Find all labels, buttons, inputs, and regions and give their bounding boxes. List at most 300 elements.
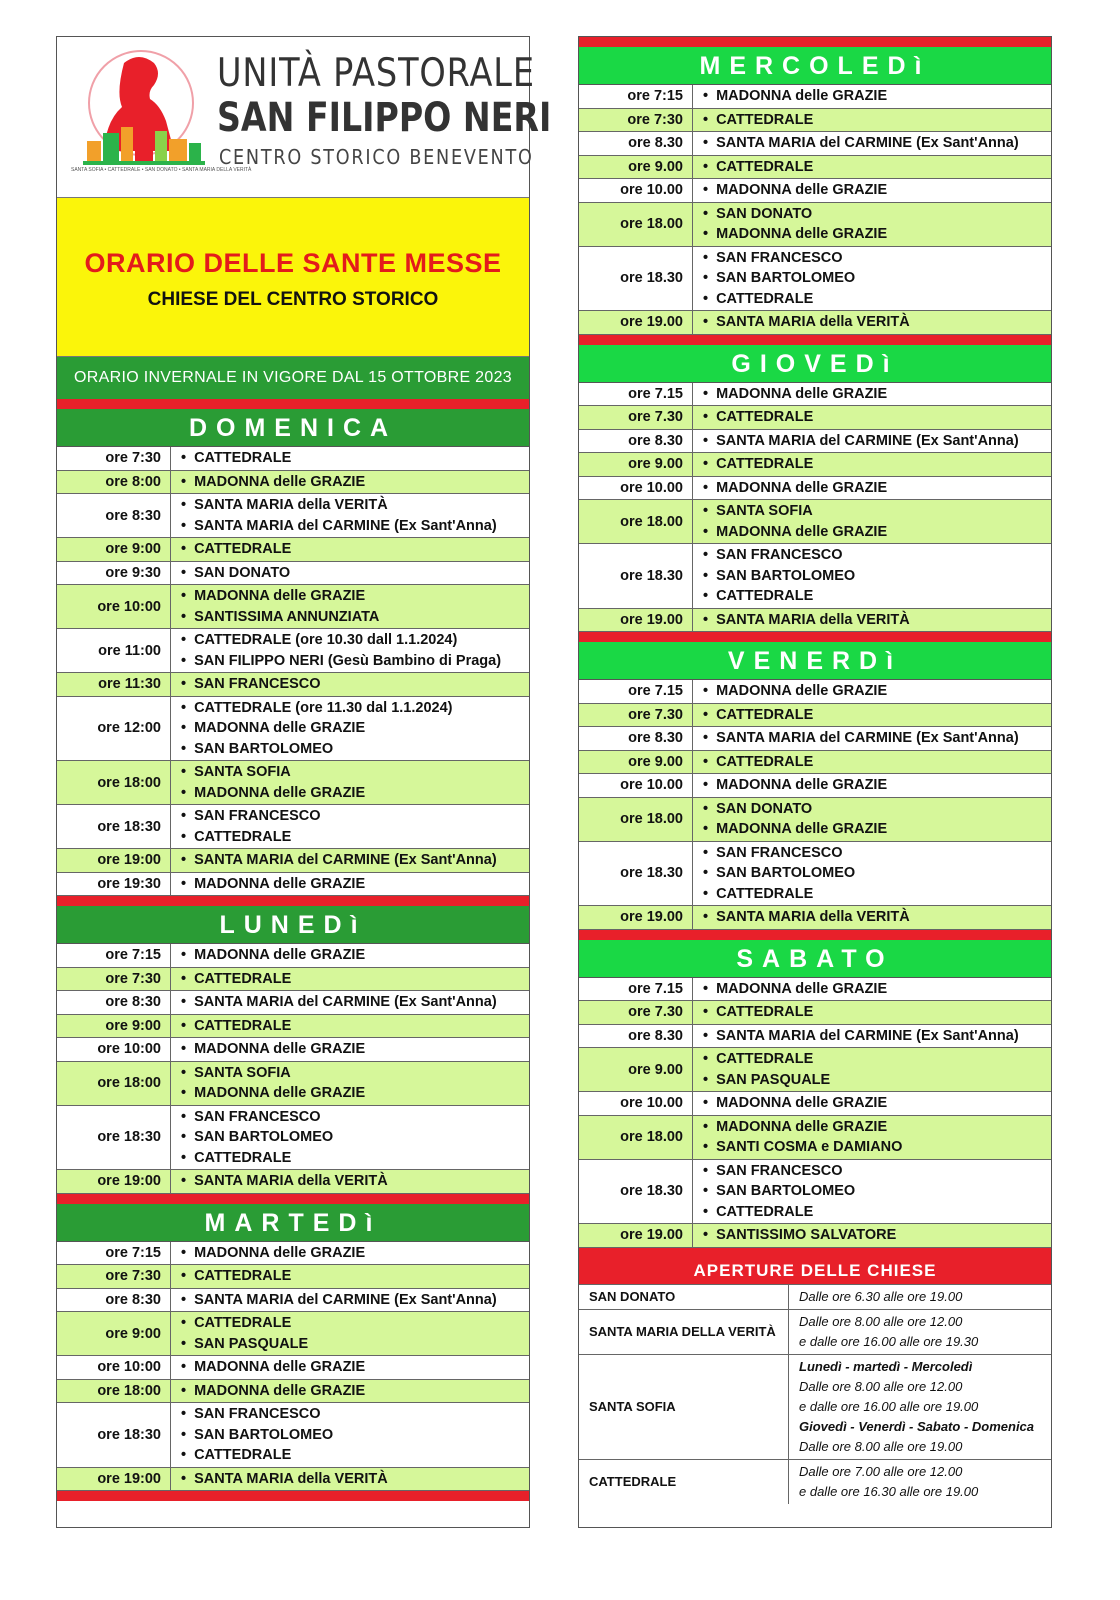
church-list [693, 1048, 1051, 1091]
aperture-hours-line: Lunedì - martedì - Mercoledì [799, 1358, 973, 1374]
church-list [171, 494, 529, 537]
aperture-church: SANTA SOFIA [579, 1355, 789, 1459]
schedule-row [579, 247, 1051, 312]
schedule-row [57, 873, 529, 897]
church-name: • CATTEDRALE [703, 454, 1051, 475]
aperture-row [579, 1354, 1051, 1459]
aperture-church: CATTEDRALE [579, 1460, 789, 1504]
church-list [171, 629, 529, 672]
church-name: • MADONNA delle GRAZIE [703, 224, 1051, 245]
church-list [693, 978, 1051, 1001]
logo-title-line-1: UNITÀ PASTORALE [217, 51, 535, 96]
mass-time: ore 9:00 [57, 538, 171, 561]
church-name: • SAN FRANCESCO [703, 248, 1051, 269]
schedule-row [57, 1380, 529, 1404]
church-name: • CATTEDRALE [181, 539, 529, 560]
church-list [693, 1092, 1051, 1115]
church-list [171, 1242, 529, 1265]
aperture-hours-line: Dalle ore 8.00 alle ore 12.00 [799, 1313, 963, 1329]
aperture-row [579, 1459, 1051, 1504]
church-name: • CATTEDRALE [703, 1202, 1051, 1223]
church-list [171, 1038, 529, 1061]
church-name: • MADONNA delle GRAZIE [181, 1357, 529, 1378]
church-name: • SAN FRANCESCO [181, 1404, 529, 1425]
church-name: • SAN FRANCESCO [181, 806, 529, 827]
church-name: • MADONNA delle GRAZIE [703, 522, 1051, 543]
church-name: • MADONNA delle GRAZIE [703, 1117, 1051, 1138]
mass-time: ore 11:00 [57, 629, 171, 672]
schedule-row [57, 629, 529, 673]
church-name: • CATTEDRALE (ore 11.30 dal 1.1.2024) [181, 698, 529, 719]
schedule-row [57, 585, 529, 629]
schedule-row [57, 968, 529, 992]
schedule-row [57, 494, 529, 538]
church-list [171, 447, 529, 470]
church-name: • SAN FRANCESCO [181, 1107, 529, 1128]
mass-time: ore 18.30 [579, 544, 693, 608]
day-divider-bar [57, 896, 529, 906]
mass-time: ore 7:15 [579, 85, 693, 108]
church-name: • CATTEDRALE [703, 705, 1051, 726]
mass-time: ore 7:15 [57, 1242, 171, 1265]
schedule-row [579, 1048, 1051, 1092]
church-name: • CATTEDRALE [703, 110, 1051, 131]
church-list [171, 1106, 529, 1170]
church-name: • CATTEDRALE [703, 1002, 1051, 1023]
aperture-hours [789, 1460, 1051, 1504]
mass-time: ore 10.00 [579, 1092, 693, 1115]
day-divider-bar [579, 632, 1051, 642]
schedule-row [579, 906, 1051, 930]
church-list [693, 1025, 1051, 1048]
schedule-row [579, 1160, 1051, 1225]
church-name: • SAN BARTOLOMEO [181, 1127, 529, 1148]
mass-time: ore 10.00 [579, 774, 693, 797]
schedule-row [57, 1356, 529, 1380]
schedule-row [57, 849, 529, 873]
mass-time: ore 18.30 [579, 842, 693, 906]
church-name: • SAN FILIPPO NERI (Gesù Bambino di Praga) [181, 651, 529, 672]
church-name: • SANTA MARIA del CARMINE (Ex Sant'Anna) [181, 1290, 529, 1311]
schedule-row [579, 477, 1051, 501]
church-list [171, 585, 529, 628]
aperture-hours [789, 1355, 1051, 1459]
church-name: • SANTA SOFIA [181, 762, 529, 783]
mass-time: ore 18.00 [579, 1116, 693, 1159]
church-list [693, 1116, 1051, 1159]
church-list [171, 968, 529, 991]
church-name: • SAN BARTOLOMEO [703, 863, 1051, 884]
aperture-hours-line: e dalle ore 16.00 alle ore 19.00 [799, 1398, 979, 1414]
schedule-row [579, 727, 1051, 751]
mass-time: ore 19.00 [579, 906, 693, 929]
church-name: • CATTEDRALE [181, 969, 529, 990]
mass-time: ore 9.00 [579, 453, 693, 476]
mass-time: ore 7:30 [57, 447, 171, 470]
church-list [171, 944, 529, 967]
left-column [56, 36, 552, 1528]
church-name: • MADONNA delle GRAZIE [703, 1093, 1051, 1114]
church-name: • CATTEDRALE [181, 1313, 529, 1334]
mass-time: ore 18:00 [57, 761, 171, 804]
mass-time: ore 8:30 [57, 1289, 171, 1312]
church-list [693, 751, 1051, 774]
mass-time: ore 8.30 [579, 727, 693, 750]
mass-time: ore 19:00 [57, 1170, 171, 1193]
church-name: • CATTEDRALE [703, 1049, 1051, 1070]
church-list [693, 906, 1051, 929]
day-divider-bar [57, 399, 529, 409]
mass-time: ore 7.15 [579, 978, 693, 1001]
church-list [171, 562, 529, 585]
church-list [693, 727, 1051, 750]
aperture-hours-line: e dalle ore 16.30 alle ore 19.00 [799, 1483, 979, 1499]
mass-time: ore 8.30 [579, 1025, 693, 1048]
schedule-row [579, 1224, 1051, 1248]
schedule-row [57, 991, 529, 1015]
church-list [693, 203, 1051, 246]
church-name: • MADONNA delle GRAZIE [703, 384, 1051, 405]
church-name: • SAN PASQUALE [181, 1334, 529, 1355]
schedule-row [579, 751, 1051, 775]
mass-time: ore 18:30 [57, 805, 171, 848]
mass-time: ore 18.00 [579, 203, 693, 246]
church-list [171, 1015, 529, 1038]
aperture-table [579, 1284, 1051, 1504]
church-name: • SANTA MARIA della VERITÀ [181, 1469, 529, 1490]
schedule-row [57, 1242, 529, 1266]
church-list [171, 1403, 529, 1467]
day-header: MERCOLEDì [579, 47, 1051, 85]
aperture-hours-line: e dalle ore 16.00 alle ore 19.30 [799, 1333, 979, 1349]
schedule-row [57, 1038, 529, 1062]
divider-bar [579, 1248, 1051, 1258]
mass-time: ore 9.00 [579, 156, 693, 179]
church-list [171, 1468, 529, 1491]
church-name: • SANTISSIMA ANNUNZIATA [181, 607, 529, 628]
schedule-row [57, 761, 529, 805]
church-list [693, 680, 1051, 703]
mass-time: ore 19:00 [57, 849, 171, 872]
church-list [171, 1380, 529, 1403]
church-list [693, 132, 1051, 155]
church-list [693, 1224, 1051, 1247]
schedule-row [579, 842, 1051, 907]
schedule-row [579, 798, 1051, 842]
church-list [171, 1356, 529, 1379]
mass-time: ore 7:30 [57, 968, 171, 991]
church-name: • MADONNA delle GRAZIE [181, 874, 529, 895]
schedule-row [579, 406, 1051, 430]
church-name: • SANTA MARIA del CARMINE (Ex Sant'Anna) [703, 431, 1051, 452]
mass-time: ore 9.00 [579, 1048, 693, 1091]
mass-time: ore 8.30 [579, 430, 693, 453]
church-name: • MADONNA delle GRAZIE [703, 819, 1051, 840]
church-list [693, 85, 1051, 108]
church-list [171, 849, 529, 872]
schedule-row [579, 704, 1051, 728]
schedule-row [57, 1265, 529, 1289]
church-name: • SANTISSIMO SALVATORE [703, 1225, 1051, 1246]
church-name: • MADONNA delle GRAZIE [181, 783, 529, 804]
mass-time: ore 18:30 [57, 1106, 171, 1170]
day-divider-bar [579, 37, 1051, 47]
schedule-row [579, 500, 1051, 544]
mass-time: ore 19:00 [57, 1468, 171, 1491]
church-list [693, 430, 1051, 453]
church-list [693, 156, 1051, 179]
church-name: • MADONNA delle GRAZIE [181, 1381, 529, 1402]
logo-header [57, 37, 552, 198]
church-list [693, 179, 1051, 202]
church-name: • SAN DONATO [703, 799, 1051, 820]
schedule-row [57, 1289, 529, 1313]
schedule-row [57, 1015, 529, 1039]
schedule-row [579, 680, 1051, 704]
aperture-hours-line: Giovedì - Venerdì - Sabato - Domenica [799, 1418, 1035, 1434]
church-name: • MADONNA delle GRAZIE [703, 478, 1051, 499]
schedule-row [579, 1001, 1051, 1025]
schedule-row [579, 453, 1051, 477]
mass-time: ore 7:30 [579, 109, 693, 132]
mass-time: ore 18.30 [579, 247, 693, 311]
mass-time: ore 8:30 [57, 494, 171, 537]
aperture-church: SANTA MARIA DELLA VERITÀ [579, 1310, 789, 1354]
church-name: • SAN DONATO [703, 204, 1051, 225]
church-list [693, 311, 1051, 334]
schedule-row [579, 179, 1051, 203]
title-panel [57, 198, 529, 357]
schedule-row [579, 774, 1051, 798]
day-divider-bar [579, 930, 1051, 940]
church-name: • SANTA SOFIA [181, 1063, 529, 1084]
church-name: • CATTEDRALE [181, 1016, 529, 1037]
church-name: • SAN FRANCESCO [703, 843, 1051, 864]
mass-time: ore 18:00 [57, 1380, 171, 1403]
mass-time: ore 8:30 [57, 991, 171, 1014]
church-list [693, 383, 1051, 406]
church-name: • SANTA MARIA della VERITÀ [181, 1171, 529, 1192]
schedule-row [579, 132, 1051, 156]
church-name: • SAN BARTOLOMEO [703, 268, 1051, 289]
church-name: • SANTA MARIA della VERITÀ [703, 907, 1051, 928]
church-name: • CATTEDRALE [703, 407, 1051, 428]
church-name: • MADONNA delle GRAZIE [181, 1039, 529, 1060]
day-divider-bar [579, 335, 1051, 345]
schedule-row [57, 1468, 529, 1492]
church-list [693, 544, 1051, 608]
bottom-divider-bar [57, 1491, 529, 1501]
church-name: • MADONNA delle GRAZIE [181, 472, 529, 493]
mass-time: ore 9:30 [57, 562, 171, 585]
church-list [171, 805, 529, 848]
right-schedule [579, 37, 1051, 1248]
schedule-row [579, 1092, 1051, 1116]
schedule-row [579, 109, 1051, 133]
mass-time: ore 19.00 [579, 609, 693, 632]
mass-time: ore 7.15 [579, 680, 693, 703]
church-name: • CATTEDRALE [703, 752, 1051, 773]
aperture-hours [789, 1285, 1051, 1309]
church-list [693, 247, 1051, 311]
schedule-row [57, 562, 529, 586]
church-name: • SAN BARTOLOMEO [703, 1181, 1051, 1202]
church-name: • MADONNA delle GRAZIE [703, 979, 1051, 1000]
mass-time: ore 12:00 [57, 697, 171, 761]
church-list [171, 697, 529, 761]
church-list [693, 704, 1051, 727]
schedule-row [579, 311, 1051, 335]
mass-time: ore 18:00 [57, 1062, 171, 1105]
church-list [171, 1265, 529, 1288]
aperture-hours-line: Dalle ore 7.00 alle ore 12.00 [799, 1463, 963, 1479]
mass-time: ore 10:00 [57, 1038, 171, 1061]
church-name: • MADONNA delle GRAZIE [181, 945, 529, 966]
church-list [693, 406, 1051, 429]
schedule-row [579, 544, 1051, 609]
schedule-row [57, 471, 529, 495]
right-column [578, 36, 1052, 1528]
schedule-row [579, 156, 1051, 180]
church-list [693, 842, 1051, 906]
church-list [171, 1289, 529, 1312]
church-list [171, 991, 529, 1014]
church-name: • SANTA SOFIA [703, 501, 1051, 522]
mass-time: ore 7.30 [579, 704, 693, 727]
day-header: DOMENICA [57, 409, 529, 447]
church-name: • CATTEDRALE [181, 1266, 529, 1287]
mass-time: ore 7.15 [579, 383, 693, 406]
aperture-row [579, 1309, 1051, 1354]
church-list [171, 1170, 529, 1193]
schedule-row [57, 538, 529, 562]
church-list [171, 873, 529, 896]
mass-time: ore 19.00 [579, 311, 693, 334]
schedule-row [57, 1106, 529, 1171]
parish-logo-icon [69, 43, 209, 183]
church-name: • SANTI COSMA e DAMIANO [703, 1137, 1051, 1158]
schedule-row [57, 1170, 529, 1194]
schedule-row [57, 673, 529, 697]
church-name: • SANTA MARIA della VERITÀ [703, 610, 1051, 631]
mass-time: ore 19.00 [579, 1224, 693, 1247]
schedule-row [579, 383, 1051, 407]
schedule-row [579, 1116, 1051, 1160]
mass-time: ore 18:30 [57, 1403, 171, 1467]
aperture-hours-line: Dalle ore 6.30 alle ore 19.00 [799, 1288, 963, 1304]
church-name: • MADONNA delle GRAZIE [703, 86, 1051, 107]
church-list [693, 609, 1051, 632]
logo-title-line-3: CENTRO STORICO BENEVENTO [219, 145, 534, 169]
church-list [171, 673, 529, 696]
church-list [693, 500, 1051, 543]
day-header: MARTEDì [57, 1204, 529, 1242]
day-header: SABATO [579, 940, 1051, 978]
church-name: • MADONNA delle GRAZIE [703, 775, 1051, 796]
church-name: • MADONNA delle GRAZIE [181, 586, 529, 607]
aperture-hours [789, 1310, 1051, 1354]
church-list [693, 109, 1051, 132]
mass-time: ore 9:00 [57, 1015, 171, 1038]
mass-time: ore 9.00 [579, 751, 693, 774]
church-name: • SAN DONATO [181, 563, 529, 584]
day-header: LUNEDì [57, 906, 529, 944]
church-name: • SANTA MARIA della VERITÀ [703, 312, 1051, 333]
church-list [171, 1062, 529, 1105]
church-name: • MADONNA delle GRAZIE [703, 681, 1051, 702]
schedule-row [57, 944, 529, 968]
church-name: • MADONNA delle GRAZIE [703, 180, 1051, 201]
mass-time: ore 18.00 [579, 798, 693, 841]
church-list [171, 538, 529, 561]
schedule-row [57, 1403, 529, 1468]
mass-time: ore 9:00 [57, 1312, 171, 1355]
schedule-row [579, 1025, 1051, 1049]
aperture-hours-line: Dalle ore 8.00 alle ore 19.00 [799, 1438, 963, 1454]
mass-time: ore 7.30 [579, 1001, 693, 1024]
left-schedule [57, 399, 529, 1501]
church-name: • SANTA MARIA del CARMINE (Ex Sant'Anna) [703, 1026, 1051, 1047]
day-header: VENERDì [579, 642, 1051, 680]
church-name: • CATTEDRALE [703, 884, 1051, 905]
mass-time: ore 18.30 [579, 1160, 693, 1224]
church-name: • SAN PASQUALE [703, 1070, 1051, 1091]
mass-time: ore 10:00 [57, 1356, 171, 1379]
church-name: • CATTEDRALE (ore 10.30 dall 1.1.2024) [181, 630, 529, 651]
church-name: • SANTA MARIA della VERITÀ [181, 495, 529, 516]
church-name: • SAN BARTOLOMEO [703, 566, 1051, 587]
church-list [693, 774, 1051, 797]
church-name: • CATTEDRALE [181, 1445, 529, 1466]
mass-time: ore 10.00 [579, 179, 693, 202]
aperture-church: SAN DONATO [579, 1285, 789, 1309]
church-list [171, 761, 529, 804]
church-name: • SAN BARTOLOMEO [181, 1425, 529, 1446]
church-list [693, 1160, 1051, 1224]
mass-time: ore 7:30 [57, 1265, 171, 1288]
church-name: • CATTEDRALE [181, 448, 529, 469]
logo-title-line-2: SAN FILIPPO NERI [217, 95, 552, 141]
mass-time: ore 10:00 [57, 585, 171, 628]
schedule-row [579, 609, 1051, 633]
church-name: • CATTEDRALE [703, 289, 1051, 310]
aperture-title: APERTURE DELLE CHIESE [579, 1258, 1051, 1284]
aperture-row [579, 1284, 1051, 1309]
mass-time: ore 7.30 [579, 406, 693, 429]
schedule-row [57, 697, 529, 762]
day-divider-bar [57, 1194, 529, 1204]
church-list [693, 453, 1051, 476]
winter-schedule-notice: ORARIO INVERNALE IN VIGORE DAL 15 OTTOBRE 2023 [57, 357, 529, 399]
church-name: • MADONNA delle GRAZIE [181, 1243, 529, 1264]
mass-time: ore 7:15 [57, 944, 171, 967]
schedule-row [57, 1312, 529, 1356]
church-name: • SANTA MARIA del CARMINE (Ex Sant'Anna) [181, 516, 529, 537]
church-name: • SAN FRANCESCO [703, 545, 1051, 566]
church-name: • MADONNA delle GRAZIE [181, 1083, 529, 1104]
schedule-row [57, 447, 529, 471]
mass-time: ore 10.00 [579, 477, 693, 500]
mass-time: ore 8:00 [57, 471, 171, 494]
aperture-hours-line: Dalle ore 8.00 alle ore 12.00 [799, 1378, 963, 1394]
church-list [693, 798, 1051, 841]
schedule-row [57, 805, 529, 849]
church-name: • SANTA MARIA del CARMINE (Ex Sant'Anna) [703, 728, 1051, 749]
page-title: ORARIO DELLE SANTE MESSE [84, 248, 502, 278]
church-name: • CATTEDRALE [703, 157, 1051, 178]
schedule-row [579, 203, 1051, 247]
logo-caption: SANTA SOFIA • CATTEDRALE • SAN DONATO • SANTA MARIA DELLA VERITÀ [71, 167, 252, 173]
